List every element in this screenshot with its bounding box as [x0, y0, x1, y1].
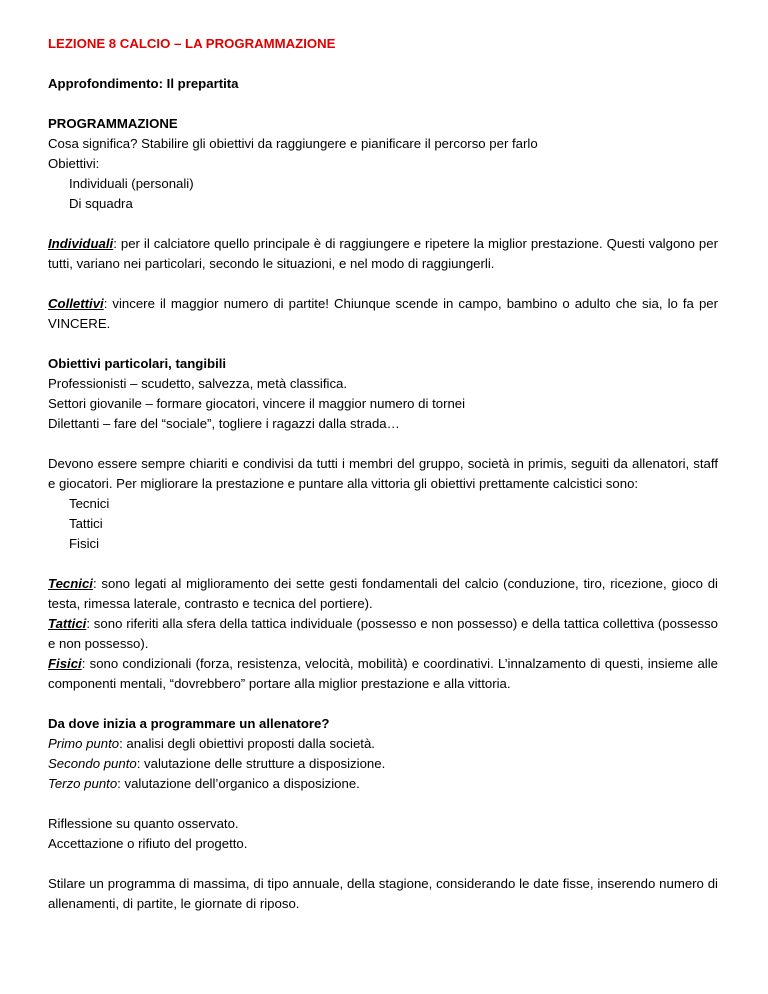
tecnici-paragraph	[48, 574, 718, 614]
individuali-term: Individuali	[48, 236, 114, 251]
lesson-title: LEZIONE 8 CALCIO – LA PROGRAMMAZIONE	[48, 36, 336, 51]
programmazione-question: Cosa significa? Stabilire gli obiettivi da raggiungere e pianificare il percorso per farlo	[48, 136, 538, 151]
lesson-subtitle: Approfondimento: Il prepartita	[48, 76, 239, 91]
tattici-text: : sono riferiti alla sfera della tattica individuale (possesso e non possesso) e della tattica collettiva (possesso e non possesso).	[48, 616, 718, 651]
punto-line	[48, 774, 718, 794]
punto-label: Terzo punto	[48, 776, 118, 791]
fisici-term: Fisici	[48, 656, 82, 671]
punto-line	[48, 734, 718, 754]
obiettivi-label: Obiettivi:	[48, 156, 100, 171]
tecnici-text: : sono legati al miglioramento dei sette gesti fondamentali del calcio (conduzione, tiro, ricezione, gioco di testa, rimessa laterale, contrasto e tecnica del portiere).	[48, 576, 718, 611]
calcistici-item: Tecnici	[69, 496, 110, 511]
programmazione-heading: PROGRAMMAZIONE	[48, 116, 178, 131]
punto-text: : valutazione delle strutture a disposizione.	[136, 756, 386, 771]
punto-line	[48, 754, 718, 774]
fisici-paragraph	[48, 654, 718, 694]
particolari-heading: Obiettivi particolari, tangibili	[48, 356, 227, 371]
collettivi-paragraph	[48, 294, 718, 334]
tecnici-term: Tecnici	[48, 576, 93, 591]
allenatore-heading: Da dove inizia a programmare un allenatore?	[48, 716, 330, 731]
calcistici-item: Fisici	[69, 536, 100, 551]
individuali-text: : per il calciatore quello principale è di raggiungere e ripetere la miglior prestazione. Questi valgono per tutti, variano nei particolari, secondo le situazioni, e nel modo di raggiungerli.	[48, 236, 718, 271]
punto-label: Primo punto	[48, 736, 120, 751]
punto-text: : analisi degli obiettivi proposti dalla società.	[119, 736, 375, 751]
tattici-paragraph	[48, 614, 718, 654]
riflessione-line: Accettazione o rifiuto del progetto.	[48, 836, 248, 851]
calcistici-item: Tattici	[69, 516, 103, 531]
collettivi-term: Collettivi	[48, 296, 104, 311]
particolari-line: Professionisti – scudetto, salvezza, metà classifica.	[48, 376, 348, 391]
particolari-line: Settori giovanile – formare giocatori, vincere il maggior numero di tornei	[48, 396, 466, 411]
individuali-paragraph	[48, 234, 718, 274]
condivisi-paragraph: Devono essere sempre chiariti e condivisi da tutti i membri del gruppo, società in primis, seguiti da allenatori, staff e giocatori. Per migliorare la prestazione e puntare alla vittoria gli obiettivi prettamente calcistici sono:	[48, 456, 718, 491]
riflessione-line: Riflessione su quanto osservato.	[48, 816, 239, 831]
collettivi-text: : vincere il maggior numero di partite! Chiunque scende in campo, bambino o adulto che sia, lo fa per VINCERE.	[48, 296, 718, 331]
obiettivo-item: Individuali (personali)	[69, 176, 194, 191]
tattici-term: Tattici	[48, 616, 87, 631]
fisici-text: : sono condizionali (forza, resistenza, velocità, mobilità) e coordinativi. L’innalzamento di questi, insieme alle componenti mentali, “dovrebbero” portare alla miglior prestazione e alla vittoria.	[48, 656, 718, 691]
stilare-paragraph: Stilare un programma di massima, di tipo annuale, della stagione, considerando le date fisse, inserendo numero di allenamenti, di partite, le giornate di riposo.	[48, 876, 718, 911]
document-page	[48, 34, 718, 914]
punto-text: : valutazione dell’organico a disposizione.	[117, 776, 360, 791]
punto-label: Secondo punto	[48, 756, 137, 771]
obiettivo-item: Di squadra	[69, 196, 133, 211]
particolari-line: Dilettanti – fare del “sociale”, togliere i ragazzi dalla strada…	[48, 416, 400, 431]
